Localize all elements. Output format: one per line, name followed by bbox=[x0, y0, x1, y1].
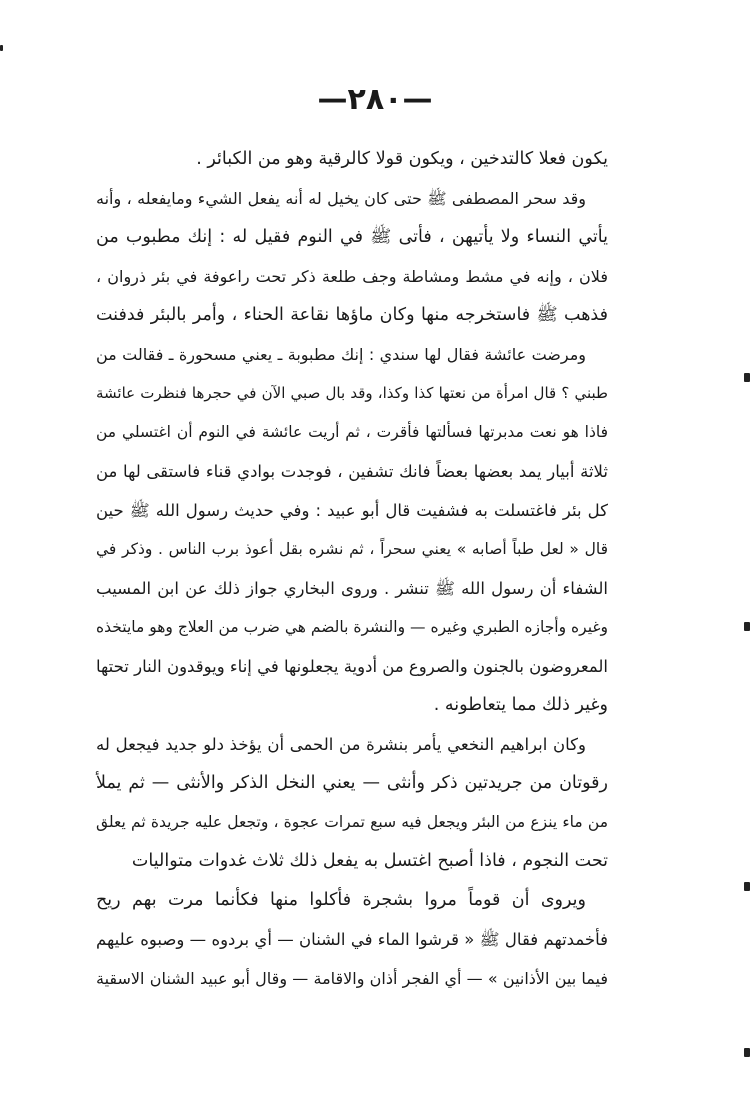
text-line: وكان ابراهيم النخعي يأمر بنشرة من الحمى أن يؤخذ دلو جديد فيجعل له bbox=[96, 735, 586, 754]
text-line: تحت النجوم ، فاذا أصبح اغتسل به يفعل ذلك ثلاث غدوات متواليات bbox=[131, 851, 608, 871]
text-line: طبني ؟ قال امرأة من نعتها كذا وكذا، وقد بال صبي الآن في حجرها فنظرت عائشة bbox=[96, 384, 608, 402]
text-line: وقد سحر المصطفى ﷺ حتى كان يخيل له أنه يفعل الشيء ومايفعله ، وأنه bbox=[96, 189, 586, 208]
body-text bbox=[96, 140, 608, 998]
text-line: وغير ذلك مما يتعاطونه . bbox=[433, 695, 608, 715]
scan-edge-mark bbox=[744, 622, 750, 631]
text-line: فاذا هو نعت مدبرتها فسألتها فأقرت ، ثم أريت عائشة في النوم أن اغتسلي من bbox=[96, 423, 608, 441]
text-line: ويروى أن قوماً مروا بشجرة فأكلوا منها فكأنما مرت بهم ريح bbox=[96, 890, 586, 910]
scan-edge-mark bbox=[744, 882, 750, 891]
text-line: يكون فعلا كالتدخين ، ويكون قولا كالرقية وهو من الكبائر . bbox=[196, 149, 608, 169]
scan-edge-mark bbox=[0, 45, 3, 51]
text-line: من ماء ينزع من البئر ويجعل فيه سبع تمرات عجوة ، وتجعل عليه جريدة ثم يعلق bbox=[96, 813, 608, 831]
text-line: فذهب ﷺ فاستخرجه منها وكان ماؤها نقاعة الحناء ، وأمر بالبئر فدفنت bbox=[96, 305, 608, 325]
text-line: فلان ، وإنه في مشط ومشاطة وجف طلعة ذكر تحت راعوفة في بئر ذروان ، bbox=[96, 267, 608, 286]
scan-edge-mark bbox=[744, 373, 750, 382]
text-line: وغيره وأجازه الطبري وغيره — والنشرة بالضم هي ضرب من العلاج وهو مايتخذه bbox=[96, 618, 608, 636]
text-line: يأتي النساء ولا يأتيهن ، فأتى ﷺ في النوم فقيل له : إنك مطبوب من bbox=[96, 227, 608, 247]
text-line: فيما بين الأذانين » — أي الفجر أذان والاقامة — وقال أبو عبيد الشنان الاسقية bbox=[96, 969, 608, 988]
text-line: فأخمدتهم فقال ﷺ « قرشوا الماء في الشنان — أي بردوه — وصبوه عليهم bbox=[96, 930, 608, 949]
text-line: قال « لعل طباً أصابه » يعني سحراً ، ثم نشره بقل أعوذ برب الناس . وذكر في bbox=[96, 540, 608, 558]
scan-edge-mark bbox=[744, 1048, 750, 1057]
text-line: ثلاثة أبيار يمد بعضها بعضاً فانك تشفين ، فوجدت بوادي قناء فاستقى لها من bbox=[96, 462, 608, 481]
text-line: الشفاء أن رسول الله ﷺ تنشر . وروى البخاري جواز ذلك عن ابن المسيب bbox=[96, 579, 608, 598]
page-number: —٢٨٠— bbox=[317, 82, 433, 117]
text-line: رقوتان من جريدتين ذكر وأنثى — يعني النخل الذكر والأنثى — ثم يملأ bbox=[96, 773, 608, 793]
text-line: ومرضت عائشة فقال لها سندي : إنك مطبوبة ـ يعني مسحورة ـ فقالت من bbox=[96, 345, 586, 364]
text-line: كل بئر فاغتسلت به فشفيت قال أبو عبيد : وفي حديث رسول الله ﷺ حين bbox=[96, 501, 608, 520]
text-line: المعروضون بالجنون والصروع من أدوية يجعلونها في إناء ويوقدون النار تحتها bbox=[96, 657, 608, 676]
